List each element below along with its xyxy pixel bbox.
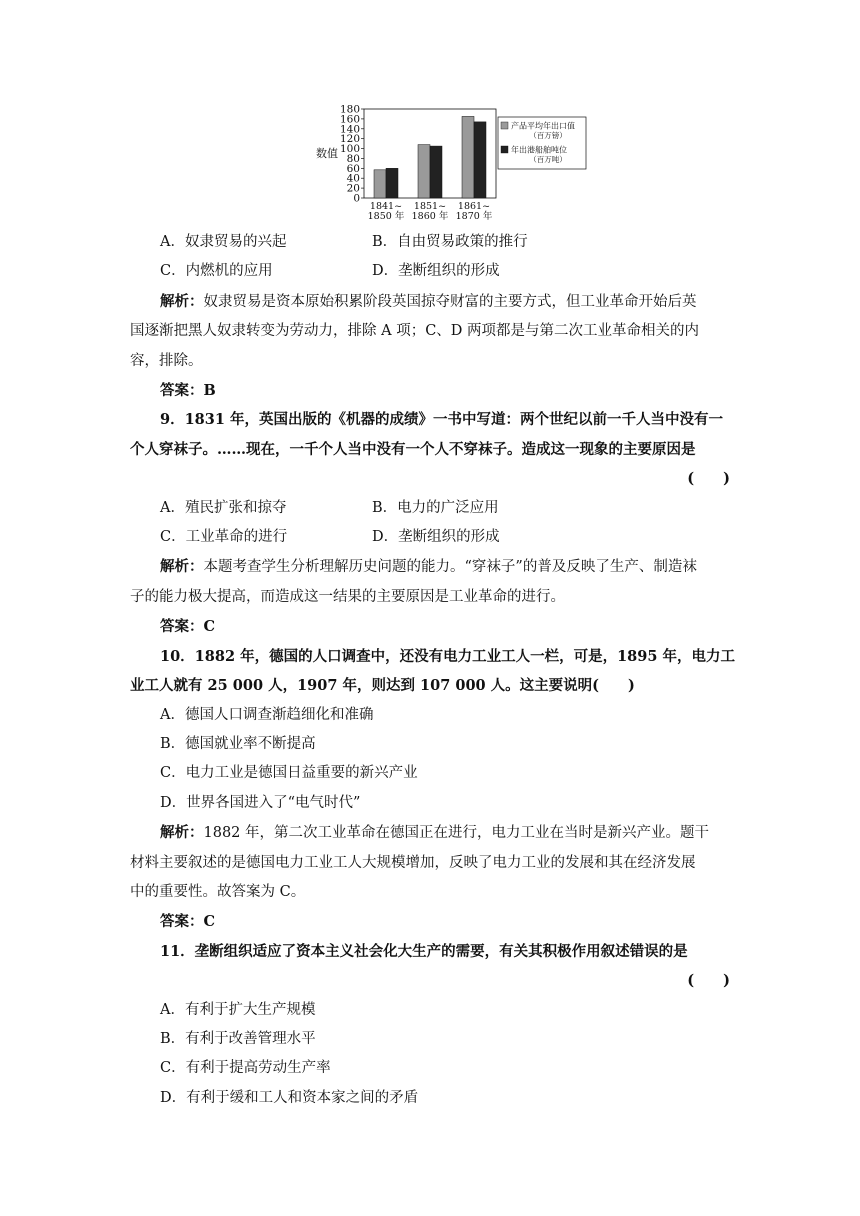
y-tick-label: 100	[339, 143, 360, 156]
q10-stem-line-1: 10．1882 年，德国的人口调查中，还没有电力工业工人一栏，可是，1895 年，电力工	[160, 647, 735, 665]
q8-options-row-2	[130, 257, 732, 286]
y-tick-label: 40	[346, 172, 360, 185]
q9-stem-line-1: 9．1831 年，英国出版的《机器的成绩》一书中写道：两个世纪以前一千人当中没有一	[160, 411, 723, 429]
q9-analysis-line-2: 子的能力极大提高，而造成这一结果的主要原因是工业革命的进行。	[130, 588, 565, 605]
bar-export-value	[462, 116, 474, 198]
bar-chart	[308, 100, 588, 224]
bar-ship-tonnage	[474, 122, 486, 198]
bar-export-value	[418, 145, 430, 198]
q8-option-c[interactable]: C．内燃机的应用	[160, 263, 273, 280]
q9-option-c[interactable]: C．工业革命的进行	[160, 529, 288, 546]
q9-option-a[interactable]: A．殖民扩张和掠夺	[160, 499, 287, 516]
legend-swatch	[501, 122, 508, 129]
y-tick-label: 140	[339, 123, 360, 136]
legend-series-name: 产品平均年出口值	[511, 121, 575, 131]
y-axis-label: 数值	[316, 147, 338, 160]
q10-analysis-label: 解析：	[160, 824, 204, 842]
bar-ship-tonnage	[386, 168, 398, 198]
q8-option-a[interactable]: A．奴隶贸易的兴起	[160, 234, 287, 250]
q8-analysis	[130, 287, 732, 376]
q11-option-d[interactable]: D．有利于缓和工人和资本家之间的矛盾	[160, 1089, 419, 1106]
q11-option-a[interactable]: A．有利于扩大生产规模	[160, 1001, 316, 1018]
q9-analysis-label: 解析：	[160, 558, 204, 576]
q10-option-d[interactable]: D．世界各国进入了“电气时代”	[160, 794, 361, 811]
q10-analysis-line-1: 1882 年，第二次工业革命在德国正在进行，电力工业在当时是新兴产业。题干	[203, 825, 710, 842]
y-tick-label: 0	[353, 192, 360, 205]
x-tick-label: 1861~	[457, 201, 491, 212]
x-tick-label: 1860 年	[411, 211, 449, 222]
q11-stem: 11．垄断组织适应了资本主义社会化大生产的需要，有关其积极作用叙述错误的是	[160, 942, 688, 960]
y-tick-label: 120	[339, 133, 360, 146]
q8-option-d[interactable]: D．垄断组织的形成	[372, 263, 500, 280]
q10-analysis	[130, 818, 732, 907]
q9-analysis	[130, 552, 732, 612]
legend-series-name: 年出港船舶吨位	[511, 145, 567, 155]
q9-options-row-1	[130, 494, 732, 523]
x-tick-label: 1850 年	[367, 211, 405, 222]
q9-option-d[interactable]: D．垄断组织的形成	[372, 529, 500, 546]
q11-option-b[interactable]: B．有利于改善管理水平	[160, 1030, 316, 1047]
q10-option-c[interactable]: C．电力工业是德国日益重要的新兴产业	[160, 765, 418, 782]
y-tick-label: 20	[346, 182, 360, 195]
y-tick-label: 160	[339, 113, 360, 126]
y-tick-label: 60	[346, 162, 360, 175]
q10-option-b[interactable]: B．德国就业率不断提高	[160, 735, 316, 752]
q8-analysis-line-3: 容，排除。	[130, 352, 203, 369]
q9-answer: 答案：C	[160, 618, 216, 636]
q9-stem-line-2: 个人穿袜子。……现在，一千个人当中没有一个人不穿袜子。造成这一现象的主要原因是	[130, 440, 696, 458]
q9-analysis-line-1: 本题考查学生分析理解历史问题的能力。“穿袜子”的普及反映了生产、制造袜	[203, 559, 697, 576]
q9-option-b[interactable]: B．电力的广泛应用	[372, 499, 499, 516]
q8-answer: 答案：B	[160, 382, 216, 400]
x-tick-label: 1870 年	[455, 211, 493, 222]
question-content	[130, 228, 735, 1113]
q10-stem-line-2: 业工人就有 25 000 人，1907 年，则达到 107 000 人。这主要说明( )	[130, 677, 635, 695]
q10-analysis-line-2: 材料主要叙述的是德国电力工业工人大规模增加，反映了电力工业的发展和其在经济发展	[130, 854, 696, 871]
q8-analysis-label: 解析：	[160, 292, 204, 310]
q8-options-row-1	[130, 228, 732, 257]
x-tick-label: 1851~	[413, 201, 447, 212]
q10-analysis-line-3: 中的重要性。故答案为 C。	[130, 883, 306, 900]
q10-answer: 答案：C	[160, 913, 216, 931]
q9-options-row-2	[130, 523, 732, 552]
q11-answer-paren: ( )	[687, 972, 730, 990]
q8-analysis-line-1: 奴隶贸易是资本原始积累阶段英国掠夺财富的主要方式，但工业革命开始后英	[203, 293, 697, 310]
y-tick-label: 80	[346, 152, 360, 165]
q9-answer-paren: ( )	[687, 470, 730, 488]
legend-swatch	[501, 146, 508, 153]
x-tick-label: 1841~	[369, 201, 403, 212]
legend-series-unit: （百万吨）	[529, 155, 567, 164]
y-tick-label: 180	[339, 103, 360, 116]
bar-export-value	[374, 170, 386, 198]
legend-series-unit: （百万镑）	[529, 131, 567, 140]
bar-ship-tonnage	[430, 146, 442, 198]
q11-option-c[interactable]: C．有利于提高劳动生产率	[160, 1060, 331, 1077]
q10-option-a[interactable]: A．德国人口调查渐趋细化和准确	[160, 706, 374, 723]
q8-analysis-line-2: 国逐渐把黑人奴隶转变为劳动力，排除 A 项；C、D 两项都是与第二次工业革命相关的内	[130, 323, 700, 340]
q8-option-b[interactable]: B．自由贸易政策的推行	[372, 234, 528, 250]
